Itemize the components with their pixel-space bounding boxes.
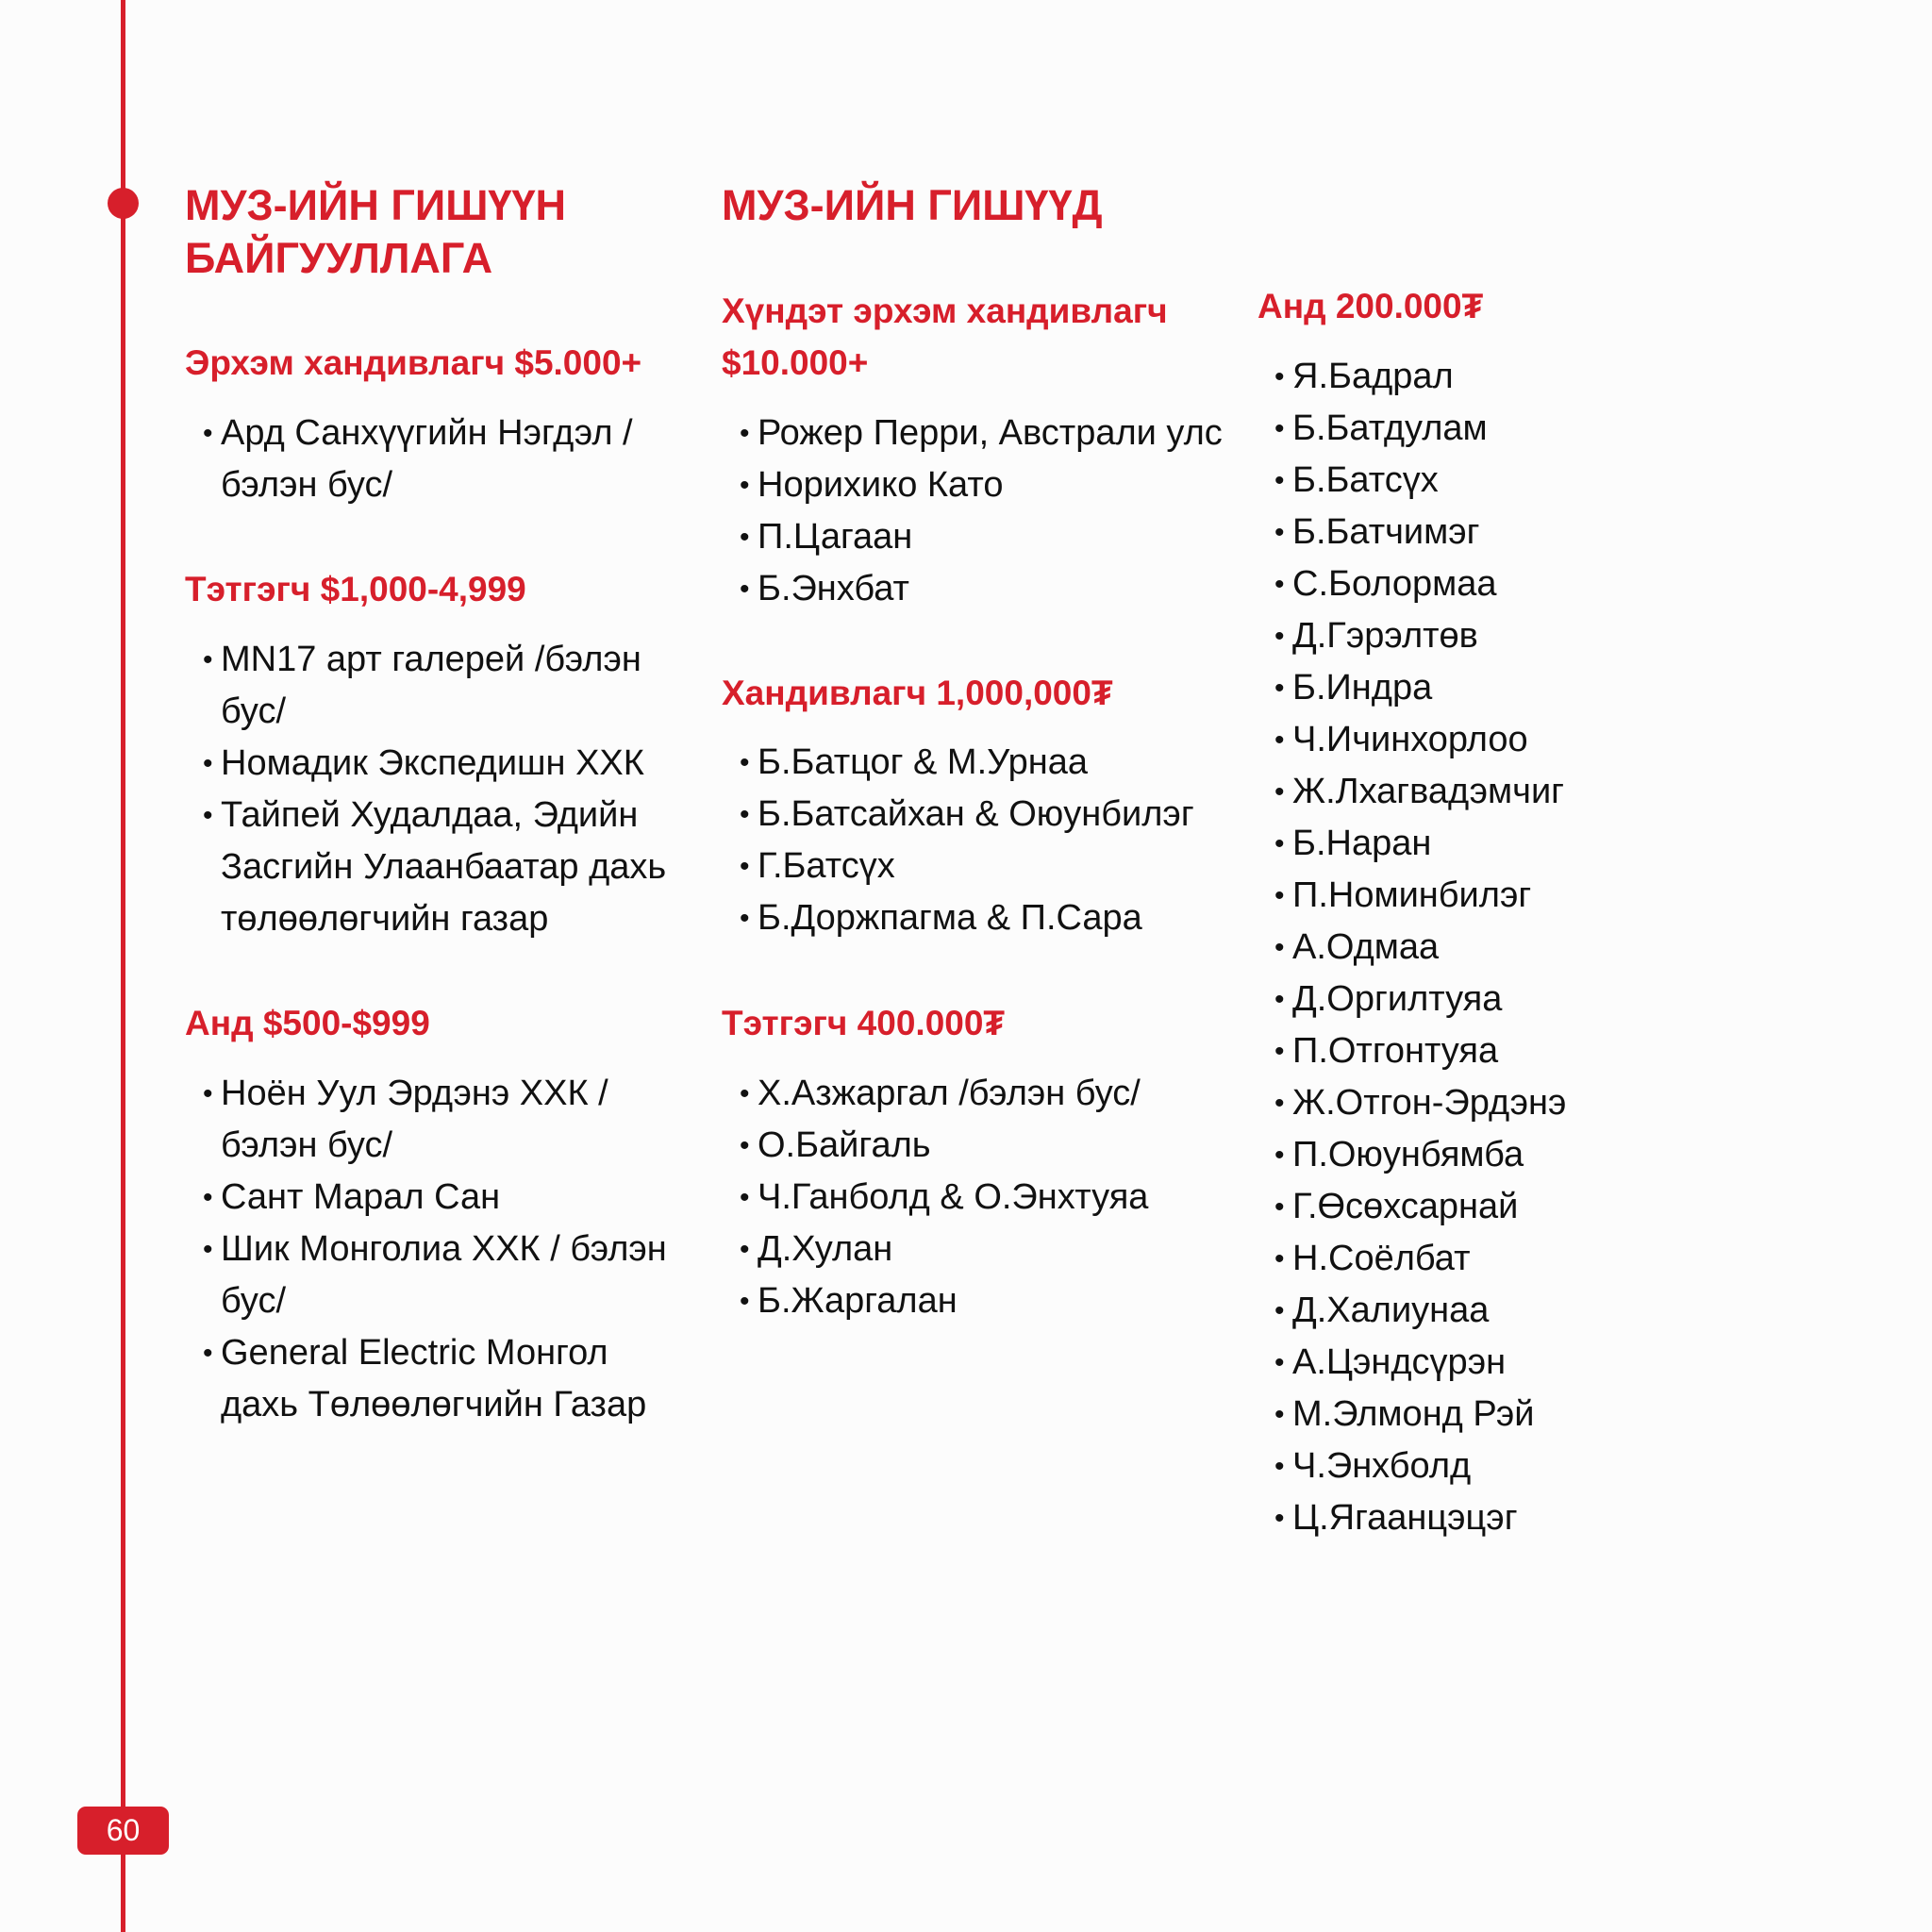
tier-heading: Хүндэт эрхэм хандивлагч $10.000+ [722, 291, 1168, 382]
list-item: • Тайпей Худалдаа, Эдийн Засгийн Улаанбаатар дахь төлөөлөгчийн газар [185, 790, 694, 945]
list-item: • Д.Оргилтуяа [1257, 974, 1566, 1025]
tier-heading: Тэтгэгч 400.000₮ [722, 1004, 1006, 1042]
donor-list [722, 1068, 1148, 1327]
list-item: • Б.Батцог & М.Урнаа [722, 737, 1194, 789]
list-item: • Н.Соёлбат [1257, 1233, 1566, 1285]
list-item: • М.Элмонд Рэй [1257, 1389, 1566, 1441]
list-item: • Б.Батсүх [1257, 455, 1566, 507]
list-item: • MN17 арт галерей /бэлэн бус/ [185, 634, 694, 738]
list-item: • General Electric Монгол дахь Төлөөлөгчийн Газар [185, 1327, 694, 1431]
list-item: • Ард Санхүүгийн Нэгдэл / бэлэн бус/ [185, 408, 694, 511]
list-item: • Сант Марал Сан [185, 1172, 694, 1224]
tier-heading: Тэтгэгч $1,000-4,999 [185, 570, 526, 608]
list-item: • А.Цэндсүрэн [1257, 1337, 1566, 1389]
donor-list [1257, 351, 1566, 1544]
donor-list [185, 634, 694, 945]
list-item: • Ж.Отгон-Эрдэнэ [1257, 1077, 1566, 1129]
list-item: • Г.Батсүх [722, 841, 1194, 892]
donor-list [722, 408, 1223, 615]
list-item: • Б.Доржпагма & П.Сара [722, 892, 1194, 944]
list-item: • Ч.Ганболд & О.Энхтуяа [722, 1172, 1148, 1224]
list-item: • Б.Индра [1257, 662, 1566, 714]
list-item: • Б.Батдулам [1257, 403, 1566, 455]
donor-list [185, 1068, 694, 1431]
list-item: • Д.Халиунаа [1257, 1285, 1566, 1337]
tier-heading: Анд $500-$999 [185, 1004, 430, 1042]
list-item: • Шик Монголиа ХХК / бэлэн бус/ [185, 1224, 694, 1327]
list-item: • Ж.Лхагвадэмчиг [1257, 766, 1566, 818]
tier-heading: Хандивлагч 1,000,000₮ [722, 674, 1113, 712]
list-item: • Ноён Уул Эрдэнэ ХХК / бэлэн бус/ [185, 1068, 694, 1172]
section-title-member-organizations: МУЗ-ИЙН ГИШҮҮН БАЙГУУЛЛАГА [185, 181, 566, 282]
vertical-timeline-rule [121, 0, 125, 1932]
list-item: • П.Отгонтуяа [1257, 1025, 1566, 1077]
donor-list [185, 408, 694, 511]
list-item: • Д.Гэрэлтөв [1257, 610, 1566, 662]
list-item: • Норихико Като [722, 459, 1223, 511]
list-item: • О.Байгаль [722, 1120, 1148, 1172]
list-item: • Д.Хулан [722, 1224, 1148, 1275]
list-item: • Б.Батчимэг [1257, 507, 1566, 558]
list-item: • Номадик Экспедишн ХХК [185, 738, 694, 790]
list-item: • Рожер Перри, Австрали улс [722, 408, 1223, 459]
list-item: • Ч.Ичинхорлоо [1257, 714, 1566, 766]
tier-heading: Анд 200.000₮ [1257, 287, 1484, 325]
list-item: • Б.Жаргалан [722, 1275, 1148, 1327]
page-number: 60 [77, 1807, 169, 1855]
timeline-dot [108, 188, 139, 219]
list-item: • Б.Батсайхан & Оюунбилэг [722, 789, 1194, 841]
list-item: • П.Цагаан [722, 511, 1223, 563]
list-item: • Я.Бадрал [1257, 351, 1566, 403]
donor-list [722, 737, 1194, 944]
list-item: • П.Номинбилэг [1257, 870, 1566, 922]
list-item: • Б.Энхбат [722, 563, 1223, 615]
list-item: • Г.Өсөхсарнай [1257, 1181, 1566, 1233]
section-title-members: МУЗ-ИЙН ГИШҮҮД [722, 181, 1103, 229]
list-item: • Х.Азжаргал /бэлэн бус/ [722, 1068, 1148, 1120]
list-item: • П.Оюунбямба [1257, 1129, 1566, 1181]
tier-heading: Эрхэм хандивлагч $5.000+ [185, 343, 642, 382]
list-item: • Б.Наран [1257, 818, 1566, 870]
list-item: • Ц.Ягаанцэцэг [1257, 1492, 1566, 1544]
list-item: • Ч.Энхболд [1257, 1441, 1566, 1492]
list-item: • А.Одмаа [1257, 922, 1566, 974]
list-item: • С.Болормаа [1257, 558, 1566, 610]
